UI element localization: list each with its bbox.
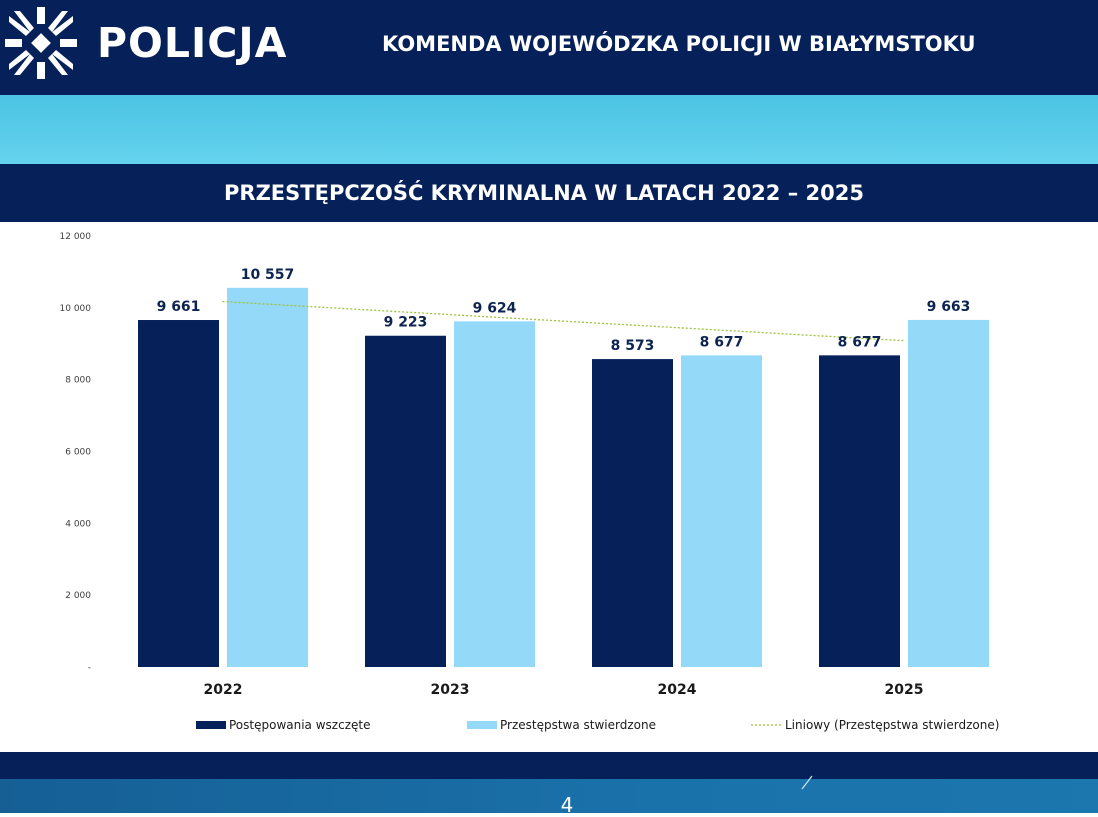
footer-bar bbox=[0, 752, 1098, 779]
brand-name: POLICJA bbox=[97, 19, 288, 67]
accent-band bbox=[0, 95, 1098, 164]
data-label: 8 677 bbox=[699, 334, 744, 351]
y-tick-label: 6 000 bbox=[65, 447, 91, 458]
bar-chart bbox=[0, 222, 1098, 752]
bar-postepowania-2023 bbox=[365, 336, 446, 667]
x-tick-label: 2024 bbox=[657, 682, 697, 698]
legend-swatch-przestepstwa bbox=[467, 721, 497, 729]
legend-label: Liniowy (Przestępstwa stwierdzone) bbox=[785, 718, 1000, 732]
y-tick-label: 12 000 bbox=[59, 232, 91, 242]
x-tick-label: 2025 bbox=[884, 682, 924, 698]
chart-title: PRZESTĘPCZOŚĆ KRYMINALNA W LATACH 2022 – 2025 bbox=[224, 181, 864, 205]
bar-przestepstwa-2022 bbox=[227, 288, 308, 667]
y-tick-label: 8 000 bbox=[65, 375, 91, 386]
y-tick-label: 10 000 bbox=[59, 303, 91, 314]
data-label: 9 663 bbox=[926, 298, 971, 315]
data-label: 10 557 bbox=[240, 266, 295, 283]
legend-swatch-postepowania bbox=[196, 721, 226, 729]
chart-area bbox=[0, 222, 1098, 752]
bar-przestepstwa-2023 bbox=[454, 321, 535, 667]
footer-band bbox=[0, 779, 1098, 813]
organization-name: KOMENDA WOJEWÓDZKA POLICJI W BIAŁYMSTOKU bbox=[382, 32, 976, 56]
bar-postepowania-2022 bbox=[138, 320, 219, 667]
data-label: 8 677 bbox=[837, 334, 882, 351]
data-label: 9 661 bbox=[156, 299, 201, 316]
police-star-icon bbox=[0, 2, 82, 84]
bar-postepowania-2025 bbox=[819, 355, 900, 667]
decorative-slash bbox=[800, 773, 814, 791]
page-number: 4 bbox=[560, 793, 574, 817]
legend-label: Przestępstwa stwierdzone bbox=[500, 718, 656, 732]
bar-przestepstwa-2024 bbox=[681, 355, 762, 667]
bar-przestepstwa-2025 bbox=[908, 320, 989, 667]
data-label: 8 573 bbox=[610, 338, 655, 355]
y-tick-label: 2 000 bbox=[65, 591, 91, 602]
data-label: 9 624 bbox=[472, 300, 517, 317]
legend-label: Postępowania wszczęte bbox=[229, 718, 371, 732]
y-tick-label: 4 000 bbox=[65, 519, 91, 530]
x-tick-label: 2022 bbox=[203, 682, 243, 698]
x-tick-label: 2023 bbox=[430, 682, 470, 698]
data-label: 9 223 bbox=[383, 314, 428, 331]
y-tick-label: - bbox=[87, 663, 91, 673]
trendline bbox=[223, 302, 904, 341]
bar-postepowania-2024 bbox=[592, 359, 673, 667]
